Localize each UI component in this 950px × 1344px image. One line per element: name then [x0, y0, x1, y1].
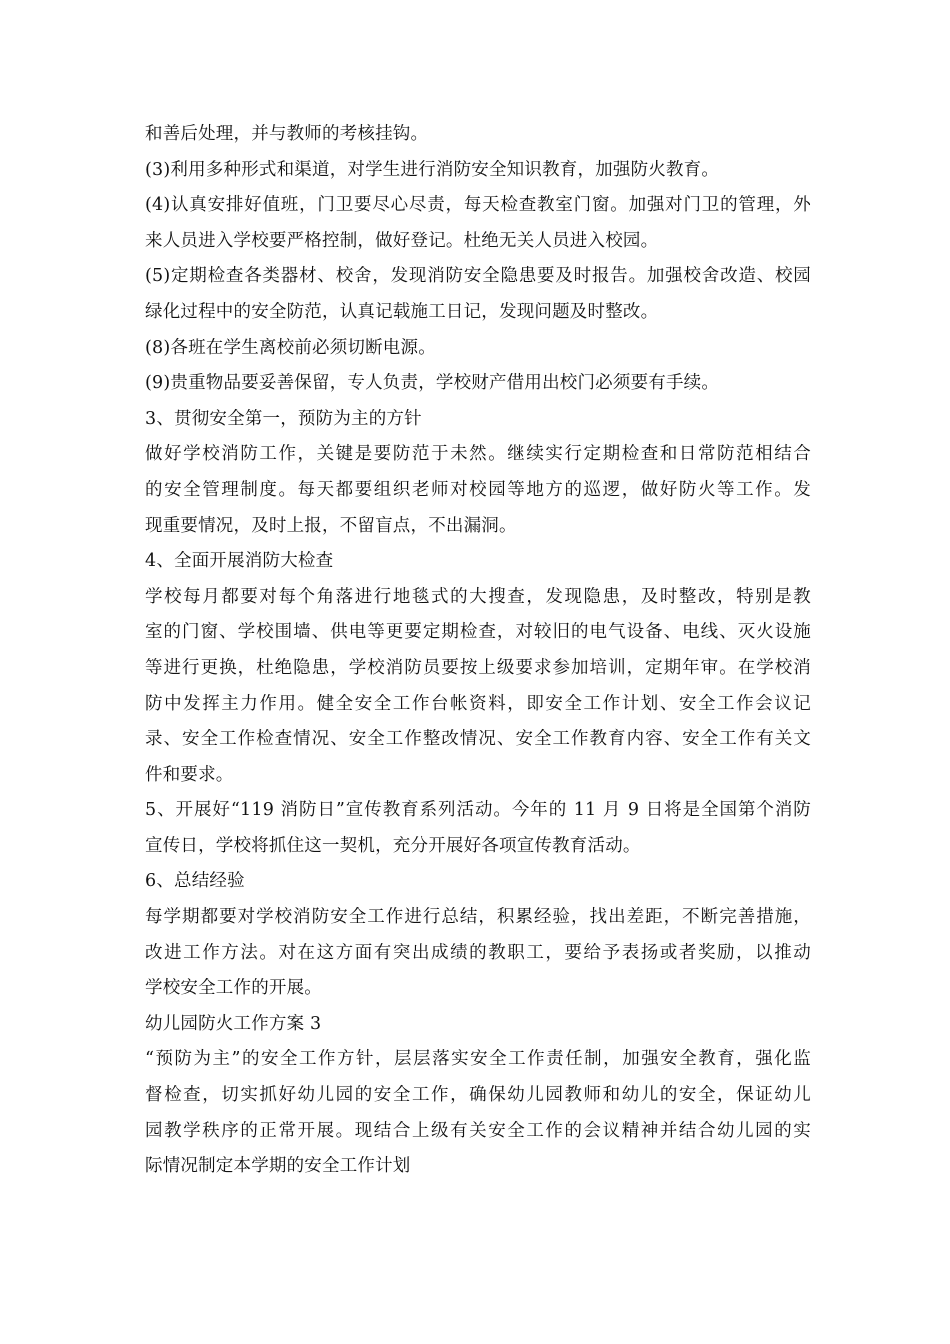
text-line: (8)各班在学生离校前必须切断电源。 [145, 337, 436, 358]
document-subtitle: 幼儿园防火工作方案 3 [145, 1013, 322, 1034]
text-line: 件和要求。 [145, 764, 234, 785]
text-line: (9)贵重物品要妥善保留，专人负责，学校财产借用出校门必须要有手续。 [145, 373, 720, 394]
text-line: 宣传日，学校将抓住这一契机，充分开展好各项宣传教育活动。 [145, 835, 641, 856]
text-line: 督检查，切实抓好幼儿园的安全工作，确保幼儿园教师和幼儿的安全，保证幼儿 [145, 1085, 811, 1106]
section-heading: 6、总结经验 [145, 871, 245, 892]
text-line: 防中发挥主力作用。健全安全工作台帐资料，即安全工作计划、安全工作会议记 [145, 693, 811, 714]
section-heading: 3、贯彻安全第一，预防为主的方针 [145, 408, 422, 429]
document-body [145, 117, 811, 1185]
section-heading: 4、全面开展消防大检查 [145, 551, 334, 572]
text-line: “预防为主”的安全工作方针，层层落实安全工作责任制，加强安全教育，强化监 [145, 1049, 811, 1070]
text-line: 5、开展好“119 消防日”宣传教育系列活动。今年的 11 月 9 日将是全国第个消防 [145, 800, 811, 821]
text-line: 等进行更换，杜绝隐患，学校消防员要按上级要求参加培训，定期年审。在学校消 [145, 657, 811, 678]
text-line: 绿化过程中的安全防范，认真记载施工日记，发现问题及时整改。 [145, 301, 659, 322]
text-line: (3)利用多种形式和渠道，对学生进行消防安全知识教育，加强防火教育。 [145, 159, 720, 180]
text-line: (5)定期检查各类器材、校舍，发现消防安全隐患要及时报告。加强校舍改造、校园 [145, 266, 811, 287]
text-line: 室的门窗、学校围墙、供电等更要定期检查，对较旧的电气设备、电线、灭火设施 [145, 622, 811, 643]
text-line: 现重要情况，及时上报，不留盲点，不出漏洞。 [145, 515, 517, 536]
text-line: 来人员进入学校要严格控制，做好登记。杜绝无关人员进入校园。 [145, 230, 659, 251]
text-line: 改进工作方法。对在这方面有突出成绩的教职工，要给予表扬或者奖励，以推动 [145, 942, 811, 963]
text-line: 录、安全工作检查情况、安全工作整改情况、安全工作教育内容、安全工作有关文 [145, 729, 811, 750]
text-line: (4)认真安排好值班，门卫要尽心尽责，每天检查教室门窗。加强对门卫的管理，外 [145, 195, 811, 216]
text-line: 的安全管理制度。每天都要组织老师对校园等地方的巡逻，做好防火等工作。发 [145, 479, 811, 500]
text-line: 学校安全工作的开展。 [145, 978, 322, 999]
text-line: 学校每月都要对每个角落进行地毯式的大搜查，发现隐患，及时整改，特别是教 [145, 586, 811, 607]
text-line: 每学期都要对学校消防安全工作进行总结，积累经验，找出差距，不断完善措施， [145, 907, 811, 928]
text-line: 和善后处理，并与教师的考核挂钩。 [145, 124, 429, 144]
text-line: 园教学秩序的正常开展。现结合上级有关安全工作的会议精神并结合幼儿园的实 [145, 1120, 811, 1141]
text-line: 做好学校消防工作，关键是要防范于未然。继续实行定期检查和日常防范相结合 [145, 444, 811, 465]
text-line: 际情况制定本学期的安全工作计划 [145, 1156, 411, 1177]
